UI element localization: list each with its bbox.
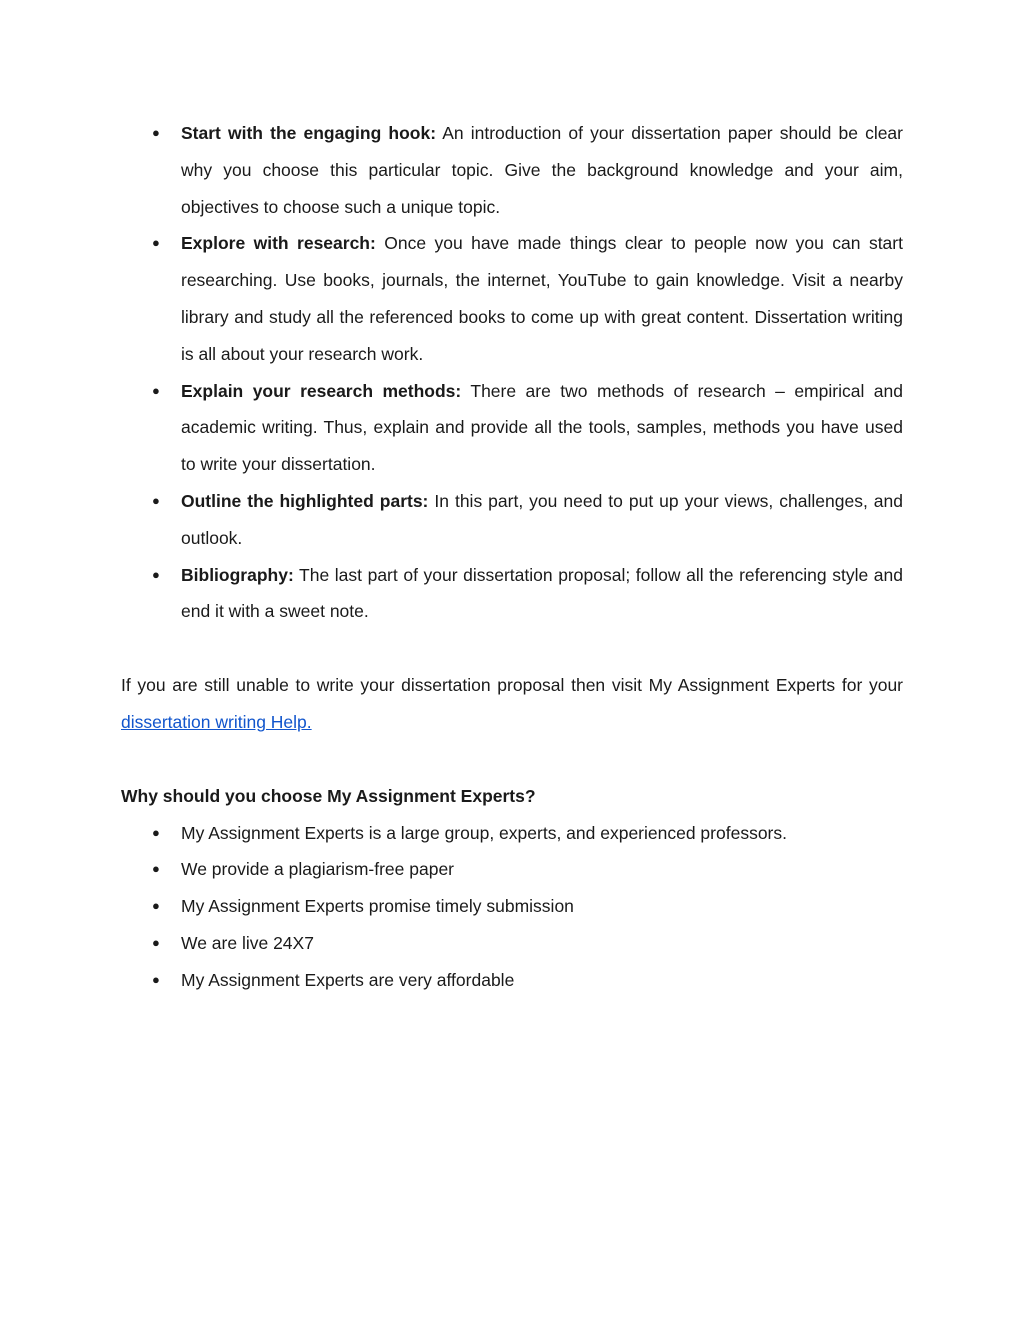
why-item-text: My Assignment Experts promise timely submission <box>181 896 574 917</box>
step-text: The last part of your dissertation proposal; follow all the referencing style and end it with a sweet note. <box>181 564 903 622</box>
why-item-text: We provide a plagiarism-free paper <box>181 859 455 880</box>
dissertation-help-link[interactable]: dissertation writing Help. <box>121 711 312 732</box>
bullet-icon: ● <box>152 235 160 251</box>
list-item <box>121 851 903 888</box>
step-text: An introduction of your dissertation paper should be clear why you choose this particular topic. Give the background knowledge and your aim, objectives to choose such a unique topic. <box>181 123 903 217</box>
list-item <box>121 925 903 962</box>
step-label: Explore with research: <box>181 233 376 254</box>
step-label: Explain your research methods: <box>181 380 462 401</box>
page-content <box>121 115 903 999</box>
bullet-icon: ● <box>152 125 160 140</box>
bullet-icon: ● <box>152 492 160 508</box>
why-item-text: My Assignment Experts is a large group, experts, and experienced professors. <box>181 822 787 843</box>
list-item <box>121 815 903 852</box>
bullet-icon: ● <box>152 934 160 950</box>
why-item-text: We are live 24X7 <box>181 932 314 953</box>
list-item <box>121 962 903 999</box>
bullet-icon: ● <box>152 824 160 840</box>
step-text: In this part, you need to put up your views, challenges, and outlook. <box>181 490 903 548</box>
list-item <box>121 483 903 557</box>
bullet-icon: ● <box>152 898 160 914</box>
bullet-icon: ● <box>152 566 160 582</box>
list-item <box>121 115 903 225</box>
why-heading: Why should you choose My Assignment Experts? <box>121 785 536 806</box>
list-item <box>121 225 903 372</box>
bullet-icon: ● <box>152 971 160 987</box>
why-list <box>121 815 903 999</box>
list-item <box>121 373 903 483</box>
step-label: Outline the highlighted parts: <box>181 490 429 511</box>
why-item-text: My Assignment Experts are very affordable <box>181 969 515 990</box>
step-label: Bibliography: <box>181 564 294 585</box>
step-label: Start with the engaging hook: <box>181 123 437 143</box>
closing-paragraph <box>121 667 903 741</box>
list-item <box>121 557 903 631</box>
step-text: Once you have made things clear to people now you can start researching. Use books, journals, the internet, YouTube to gain knowledge. Visit a nearby library and study all the referenced books to come up with great content. Dissertation writing is all about your research work. <box>181 233 903 364</box>
closing-text: If you are still unable to write your dissertation proposal then visit My Assignment Experts for your <box>121 675 903 696</box>
steps-list <box>121 115 903 630</box>
bullet-icon: ● <box>152 861 160 877</box>
list-item <box>121 888 903 925</box>
bullet-icon: ● <box>152 382 160 398</box>
step-text: There are two methods of research – empirical and academic writing. Thus, explain and provide all the tools, samples, methods you have used to write your dissertation. <box>181 380 903 475</box>
